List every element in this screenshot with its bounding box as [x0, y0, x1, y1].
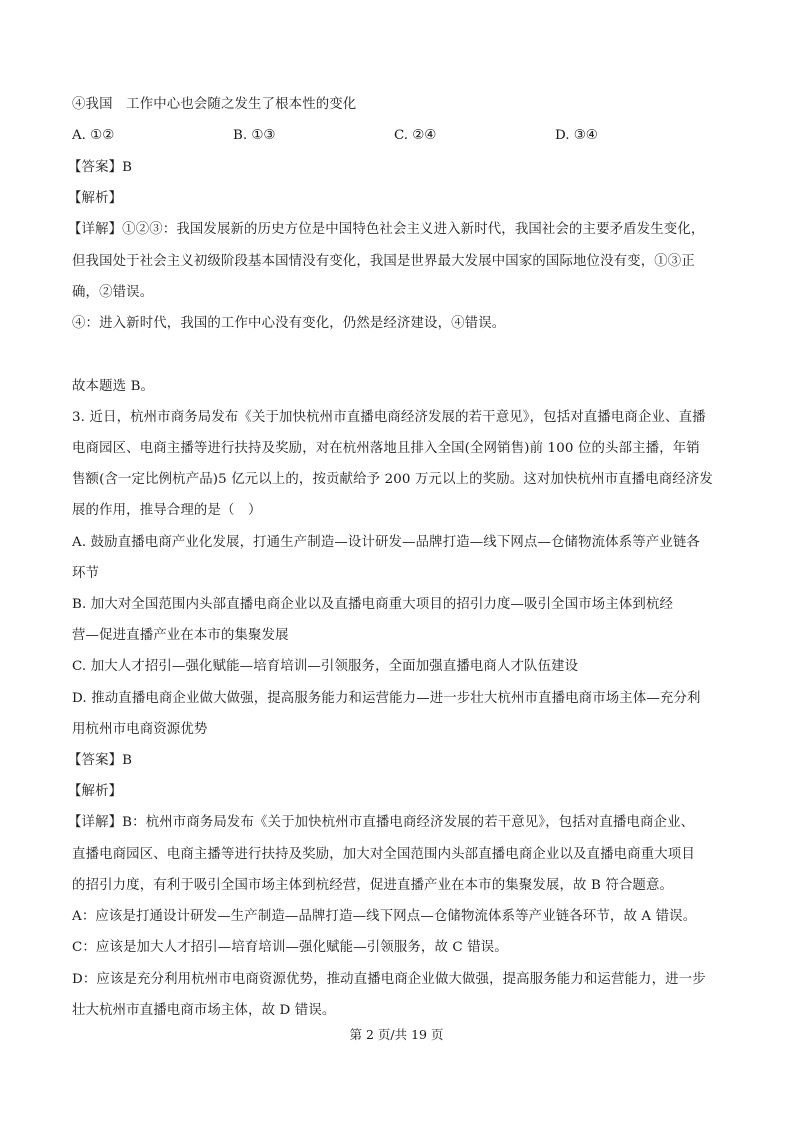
detail-line: 【详解】①②③：我国发展新的历史方位是中国特色社会主义进入新时代，我国社会的主要矛盾发生变化， [68, 222, 705, 237]
option-line: C. 加大人才招引—强化赋能—培育培训—引领服务，全面加强直播电商人才队伍建设 [72, 659, 579, 674]
option-line: B. 加大对全国范围内头部直播电商企业以及直播电商重大项目的招引力度—吸引全国市场主体到杭经 [72, 597, 674, 612]
option-c: C. ②④ [394, 128, 437, 143]
option-d: D. ③④ [555, 128, 598, 143]
option-a: A. ①② [72, 128, 115, 143]
answer-label: 【答案】B [68, 753, 133, 768]
page-footer: 第 2 页/共 19 页 [349, 1027, 444, 1042]
option-line: 用杭州市电商资源优势 [72, 722, 208, 737]
question-stem-line: 3. 近日，杭州市商务局发布《关于加快杭州市直播电商经济发展的若干意见》，包括对直播电商企业、直播 [72, 410, 706, 425]
analysis-label: 【解析】 [68, 784, 123, 799]
statement-4: ④我国 工作中心也会随之发生了根本性的变化 [72, 97, 357, 112]
conclusion: 故本题选 B。 [72, 379, 155, 394]
option-line: A. 鼓励直播电商产业化发展，打通生产制造—设计研发—品牌打造—线下网点—仓储物流体系等产业链各 [72, 535, 700, 550]
option-line: 营—促进直播产业在本市的集聚发展 [72, 628, 289, 643]
question-stem-line: 电商园区、电商主播等进行扶持及奖励，对在杭州落地且排入全国(全网销售)前 100 位的头部主播，年销 [72, 441, 700, 456]
detail-line: 的招引力度，有利于吸引全国市场主体到杭经营，促进直播产业在本市的集聚发展，故 B 符合题意。 [72, 878, 674, 893]
detail-line: A：应该是打通设计研发—生产制造—品牌打造—线下网点—仓储物流体系等产业链各环节，故 A 错误。 [72, 909, 697, 924]
question-stem-line: 售额(含一定比例杭产品)5 亿元以上的，按贡献给予 200 万元以上的奖励。这对加快杭州市直播电商经济发 [72, 472, 713, 487]
option-line: D. 推动直播电商企业做大做强，提高服务能力和运营能力—进一步壮大杭州市直播电商市场主体—充分利 [72, 691, 701, 706]
option-line: 环节 [72, 566, 100, 581]
answer-label: 【答案】B [68, 160, 133, 175]
detail-line: C：应该是加大人才招引—培育培训—强化赋能—引领服务，故 C 错误。 [72, 940, 508, 955]
detail-line: D：应该是充分利用杭州市电商资源优势，推动直播电商企业做大做强，提高服务能力和运营能力，进一步 [72, 972, 706, 987]
detail-line: 壮大杭州市直播电商市场主体，故 D 错误。 [72, 1003, 336, 1018]
detail-line: 【详解】B：杭州市商务局发布《关于加快杭州市直播电商经济发展的若干意见》，包括对直播电商企业、 [68, 815, 695, 830]
option-b: B. ①③ [233, 128, 276, 143]
analysis-label: 【解析】 [68, 191, 123, 206]
detail-line: ④：进入新时代，我国的工作中心没有变化，仍然是经济建设，④错误。 [72, 316, 506, 331]
question-stem-line: 展的作用，推导合理的是（ ） [72, 503, 262, 518]
detail-line: 确，②错误。 [72, 285, 154, 300]
detail-line: 直播电商园区、电商主播等进行扶持及奖励，加大对全国范围内头部直播电商企业以及直播电商重大项目 [72, 847, 695, 862]
detail-line: 但我国处于社会主义初级阶段基本国情没有变化，我国是世界最大发展中国家的国际地位没有变，①③正 [72, 254, 695, 269]
